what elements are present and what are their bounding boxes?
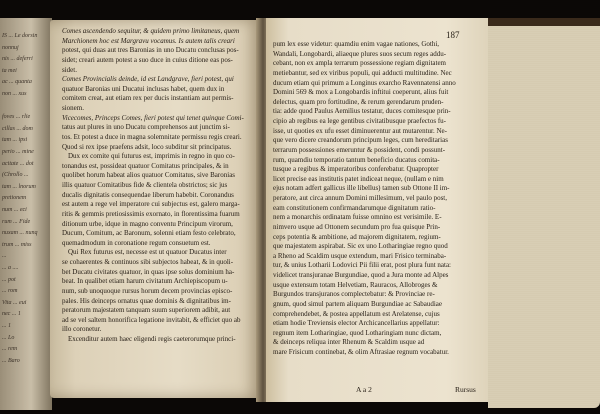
text-line: Burgundos transjuranos complectebatur: & Provinciae re- <box>273 290 435 299</box>
text-line: licet precise eas institutis patet indiceat neque, (nullam e nim <box>273 174 444 183</box>
edge-text-fragment: nis ... deferri <box>2 56 33 63</box>
edge-text-fragment: tam ... lnorum <box>2 183 36 190</box>
text-line: Domini 569 & mox a Longobardis inftitui coeperunt, alius fuit <box>273 88 449 97</box>
page-number: 187 <box>446 30 460 40</box>
edge-text-fragment: pretionem <box>2 195 27 202</box>
text-line: se cohaerentes & continuos sibi subjectos habeat, & in quoli- <box>62 258 234 266</box>
text-line: potest, qui duas aut tres Baronias in uno Ducatu conclusas pos- <box>62 46 239 55</box>
edge-text-fragment: IS ... Le dorsin <box>2 33 38 39</box>
text-line: num, sub unoquoque rursus horum decem provincias episco- <box>62 286 233 295</box>
edge-text-fragment: ... Lo <box>2 334 15 341</box>
edge-text-fragment: perio ... mine <box>2 149 34 155</box>
text-line: & deinceps reliqua inter Rhenum & Scaldim usque ad <box>273 338 425 347</box>
edge-text-fragment: acitate ... dot <box>2 160 34 167</box>
left-page-text <box>62 27 254 345</box>
text-line: comprehendebet, & postea appellatum est Arelatense, cujus <box>273 309 440 318</box>
text-line: rum, quamdiu temporatio tantum beneficio ducatus comita- <box>273 155 440 164</box>
edge-text-fragment: ta mei <box>2 67 17 74</box>
edge-text-fragment: cillas ... dom <box>2 125 33 132</box>
edge-text-fragment: tam ... ipsi <box>2 137 28 144</box>
text-line: nimvero usque ad Ottonem secundum pro fua quisque Prin- <box>273 222 441 231</box>
text-line: quemadmodum in coronatione regum consuetum est. <box>62 238 211 247</box>
edge-text-fragment: nonnuj <box>2 44 19 51</box>
edge-text-fragment: ... <box>2 253 7 260</box>
text-line: ducalis dignitatis consequendae liberum habebit. Coronandus <box>62 190 234 199</box>
edge-text-fragment: ac ... quanta <box>2 79 32 86</box>
text-line: que vero dicere creandorum principum leges, cum hereditarias <box>273 136 448 145</box>
text-line: illo coronetur. <box>62 325 102 334</box>
edge-text-fragment: Vita ... eui <box>2 299 27 306</box>
text-line: ducum etiam qui primum a Longinus exarcho Ravennatensi anno <box>273 78 456 87</box>
text-line: sidet; creari autem potest a suo duce in cuius ditione eas pos- <box>62 55 233 64</box>
text-line: quolibet horum habeat alios quatuor Comitatus, sive Baronias <box>62 171 236 180</box>
text-line: tur, & unius Lotharii Lodovici Pii filii erat, post plura funt nata: <box>273 261 451 270</box>
text-line: pales. His deinceps ornatus quae dominis & dignitatibus im- <box>62 296 231 305</box>
edge-text-fragment: trum ... miss <box>2 241 32 248</box>
edge-text-fragment: nec ... 1 <box>2 311 21 318</box>
edge-text-fragment: non ... xus <box>2 91 27 97</box>
text-line: usque extensum totam Helvetiam, Rauracos, Allobroges & <box>273 280 438 289</box>
edge-text-fragment: rum ... Fide <box>2 218 31 225</box>
text-line: peratorum majestatem tanquam suum superiorem adibit, aut <box>62 306 231 315</box>
text-line: Wandali, Longobardi, aliaeque plures suos secum reges addu- <box>273 49 447 58</box>
text-line: gnum, quod simul partem aliquam Burgundiae ac Sabaudiae <box>273 299 442 308</box>
edge-text-fragment: foves ... rlie <box>2 114 31 121</box>
text-line: terrarum possessiones emeruntur & possident, condi possunt- <box>273 145 446 154</box>
text-line: Dux ex comite qui futurus est, imprimis in regno in quo co- <box>68 152 235 161</box>
text-line: cipio ab regibus ea lege gentibus civitatibusque praefectos fu- <box>273 117 446 125</box>
text-line: illis quatuor Comitatibus fide & clientela obstrictos; sic jus <box>62 181 228 189</box>
text-line: isse, ut quoties ex ufu esset diminuerentur aut mutarentur. Ne- <box>273 126 447 135</box>
text-line: etiam hodie Treviensis elector Archicancellarius appellatur: <box>273 319 440 328</box>
text-line: tos. Et potest a duce in magna solemnitate permissu regis creari. <box>62 132 242 141</box>
text-line: quatuor Baronias uni Ducatui inclusas habet, quem dux in <box>62 84 225 93</box>
edge-text-fragment: ... a .... <box>2 265 19 271</box>
text-line: pum lex esse videtur: quamdiu enim vagae nationes, Gothi, <box>273 40 440 48</box>
text-line: Vicecomes, Princeps Comes, fieri potest qui tenet quinque Comi- <box>62 113 244 122</box>
text-line: ceps potentia & ambitione, ad majorem dignitatem, regium- <box>273 232 441 241</box>
text-line: cebant, non ex ampla terrarum possessione regiam dignitatem <box>273 59 447 68</box>
edge-text-fragment: ... rem <box>2 346 18 353</box>
edge-text-fragment: ... rom <box>2 288 18 295</box>
text-line: ditionum urbe, idque in magno conventu Principum virorum, <box>62 219 233 228</box>
edge-text-fragment: ... 1 <box>2 323 11 329</box>
text-line: ad se vel saltem honorifica legatione invitabit, & efficiet quo ab <box>62 315 241 324</box>
edge-text-fragment: ... pot <box>2 276 16 283</box>
text-line: beat. In qualibet etiam harum civitatum Archiepiscopum u- <box>62 277 228 286</box>
text-line: metiebantur, sed ex viribus populi, qui adducti multitudine. Nec <box>273 68 452 77</box>
edge-text-fragment: nuxam ... nunq <box>2 230 38 237</box>
text-line: Comes Provincialis deinde, id est Landgrave, fieri potest, qui <box>62 75 234 84</box>
text-line: comitem creat, aut etiam rex per ducis instantiam aut permis- <box>62 94 234 103</box>
text-line: tusque a regibus & imperatoribus conferebatur. Quapropter <box>273 165 439 174</box>
text-line: Comes ascendendo sequitur, & quidem primo limitaneus, quem <box>62 27 240 35</box>
signature-mark: A a 2 <box>356 385 372 394</box>
text-line: bet Ducatu civitates quatuor, in quas ipse solus dominium ha- <box>62 267 235 276</box>
text-line: mare Frisicum continebat, & olim Aftrasiae regnum vocabatur. <box>273 348 449 356</box>
catchword: Rursus <box>455 385 476 394</box>
page-block-top <box>488 18 600 26</box>
text-line: que majestatem aspirabat. Sic ex uno Lotharingiae regno quod <box>273 242 448 251</box>
text-line: tatus aut plures in uno Ducatu comprehensos aut junctim si- <box>62 123 230 132</box>
text-line: Marchionem hoc est Margravu vocamus. Is autem talis creari <box>62 36 235 45</box>
text-line: ejus notam adfert gallicus ille libellus) tamen sub Ottone II im- <box>273 184 450 193</box>
right-page-text <box>273 40 485 358</box>
text-line: videlicet transjuranae Burgundiae, quod a Jura monte ad Alpes <box>273 271 449 279</box>
text-line: peratore, aut circa annum Domini millesimum, vel paulo post, <box>273 194 447 202</box>
edge-text-fragment: (Chrollo ... <box>2 172 29 179</box>
previous-page-edge <box>0 18 52 410</box>
page-block-edge <box>488 18 600 408</box>
text-line: Qui Rex futurus est, necesse est ut quatuor Ducatus inter <box>68 248 227 257</box>
edge-text-fragment: ... Baro <box>2 357 20 364</box>
text-line: sionem. <box>62 104 84 112</box>
text-line: tonandus est, possideat quatuor Comitatus principales, & in <box>62 161 229 170</box>
text-line: eam constitutionem confirmandarumque dignitatum ratio- <box>273 203 436 212</box>
text-line: regnum item Lotharingiae, quod Lotharingiam nunc dictam, <box>273 328 442 337</box>
text-line: delectus, quam pro fortitudine, & rerum gerendarum pruden- <box>273 97 444 106</box>
text-line: sidet. <box>62 65 77 74</box>
text-line: ritis & gemmis pretiosissimis exornato, in florentissima fuarum <box>62 209 240 218</box>
text-line: nem a monarchis ordinatam fuisse omnino est verisimile. E- <box>273 213 442 222</box>
text-line: est autem a rege vel imperatore cui subjectus est, galero marga- <box>62 200 240 209</box>
text-line: Quod si rex ipse praefens adsit, loco subditur sit principatus. <box>62 142 232 151</box>
text-line: Ducum, Comitum, ac Baronum, solenni etiam festo celebrato, <box>62 229 236 238</box>
text-line: tia: adde quod Paulus Aemilius testatur, duces comitesque prin- <box>273 107 451 116</box>
text-line: a Rheno ad Scaldim usque extendum, mari Frisico terminaba- <box>273 251 447 260</box>
text-line: Excenditur autem haec eligendi regis caeterorumque princi- <box>68 335 236 343</box>
edge-text-fragment: num ... eci <box>2 207 27 213</box>
